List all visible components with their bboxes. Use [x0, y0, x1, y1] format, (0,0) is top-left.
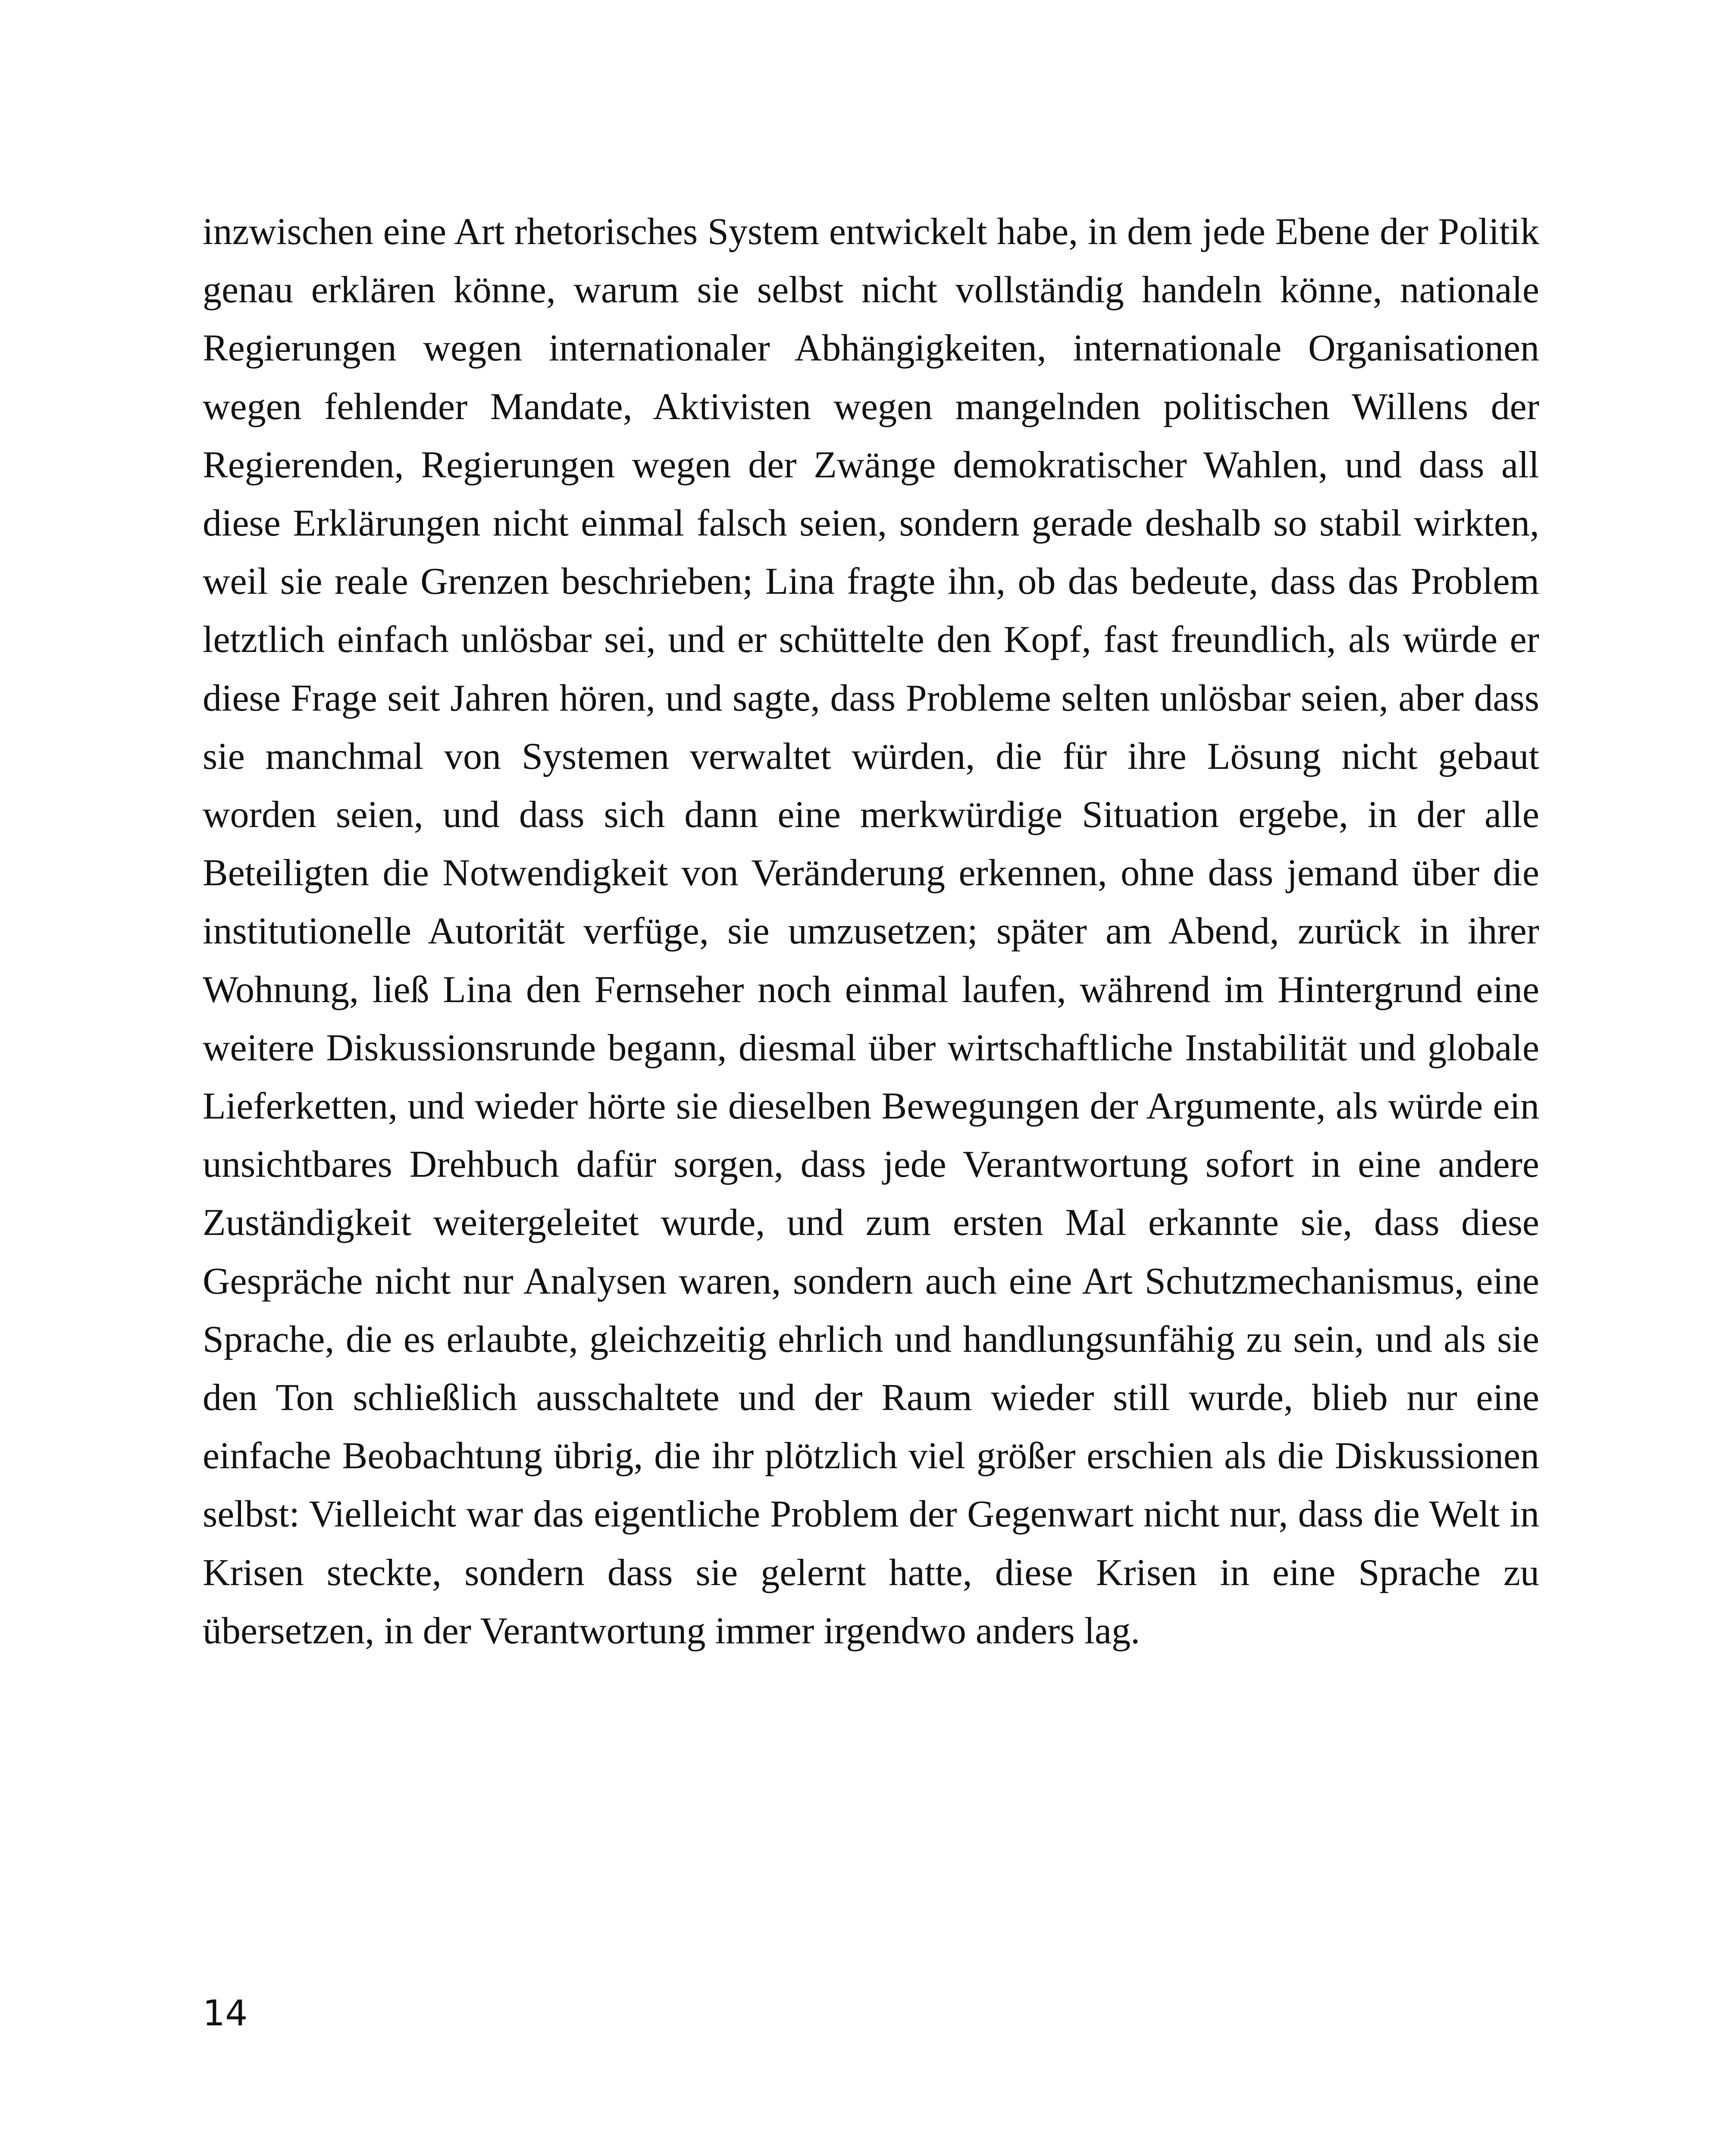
page-number: 14	[203, 1993, 248, 2034]
body-paragraph: inzwischen eine Art rhetorisches System entwickelt habe, in dem jede Ebene der Politik genau erklären könne, warum sie selbst nicht vollständig handeln könne, nationale Regierungen wegen internationaler Abhängigkeiten, internationale Organisationen wegen fehlender Mandate, Aktivisten wegen mangelnden politischen Willens der Regierenden, Regierungen wegen der Zwänge demokratischer Wahlen, und dass all diese Erklärungen nicht einmal falsch seien, sondern gerade deshalb so stabil wirkten, weil sie reale Grenzen beschrieben; Lina fragte ihn, ob das bedeute, dass das Problem letztlich einfach unlösbar sei, und er schüttelte den Kopf, fast freundlich, als würde er diese Frage seit Jahren hören, und sagte, dass Probleme selten unlösbar seien, aber dass sie manchmal von Systemen verwaltet würden, die für ihre Lösung nicht gebaut worden seien, und dass sich dann eine merkwürdige Situation ergebe, in der alle Beteiligten die Notwendigkeit von Veränderung erkennen, ohne dass jemand über die institutionelle Autorität verfüge, sie umzusetzen; später am Abend, zurück in ihrer Wohnung, ließ Lina den Fernseher noch einmal laufen, während im Hintergrund eine weitere Diskussionsrunde begann, diesmal über wirtschaftliche Instabilität und globale Lieferketten, und wieder hörte sie dieselben Bewegungen der Argumente, als würde ein unsichtbares Drehbuch dafür sorgen, dass jede Verantwortung sofort in eine andere Zuständigkeit weitergeleitet wurde, und zum ersten Mal erkannte sie, dass diese Gespräche nicht nur Analysen waren, sondern auch eine Art Schutzmechanismus, eine Sprache, die es erlaubte, gleichzeitig ehrlich und handlungsunfähig zu sein, und als sie den Ton schließlich ausschaltete und der Raum wieder still wurde, blieb nur eine einfache Beobachtung übrig, die ihr plötzlich viel größer erschien als die Diskussionen selbst: Vielleicht war das eigentliche Problem der Gegenwart nicht nur, dass die Welt in Krisen steckte, sondern dass sie gelernt hatte, diese Krisen in eine Sprache zu übersetzen, in der Verantwortung immer irgendwo anders lag.	[203, 211, 1539, 1652]
